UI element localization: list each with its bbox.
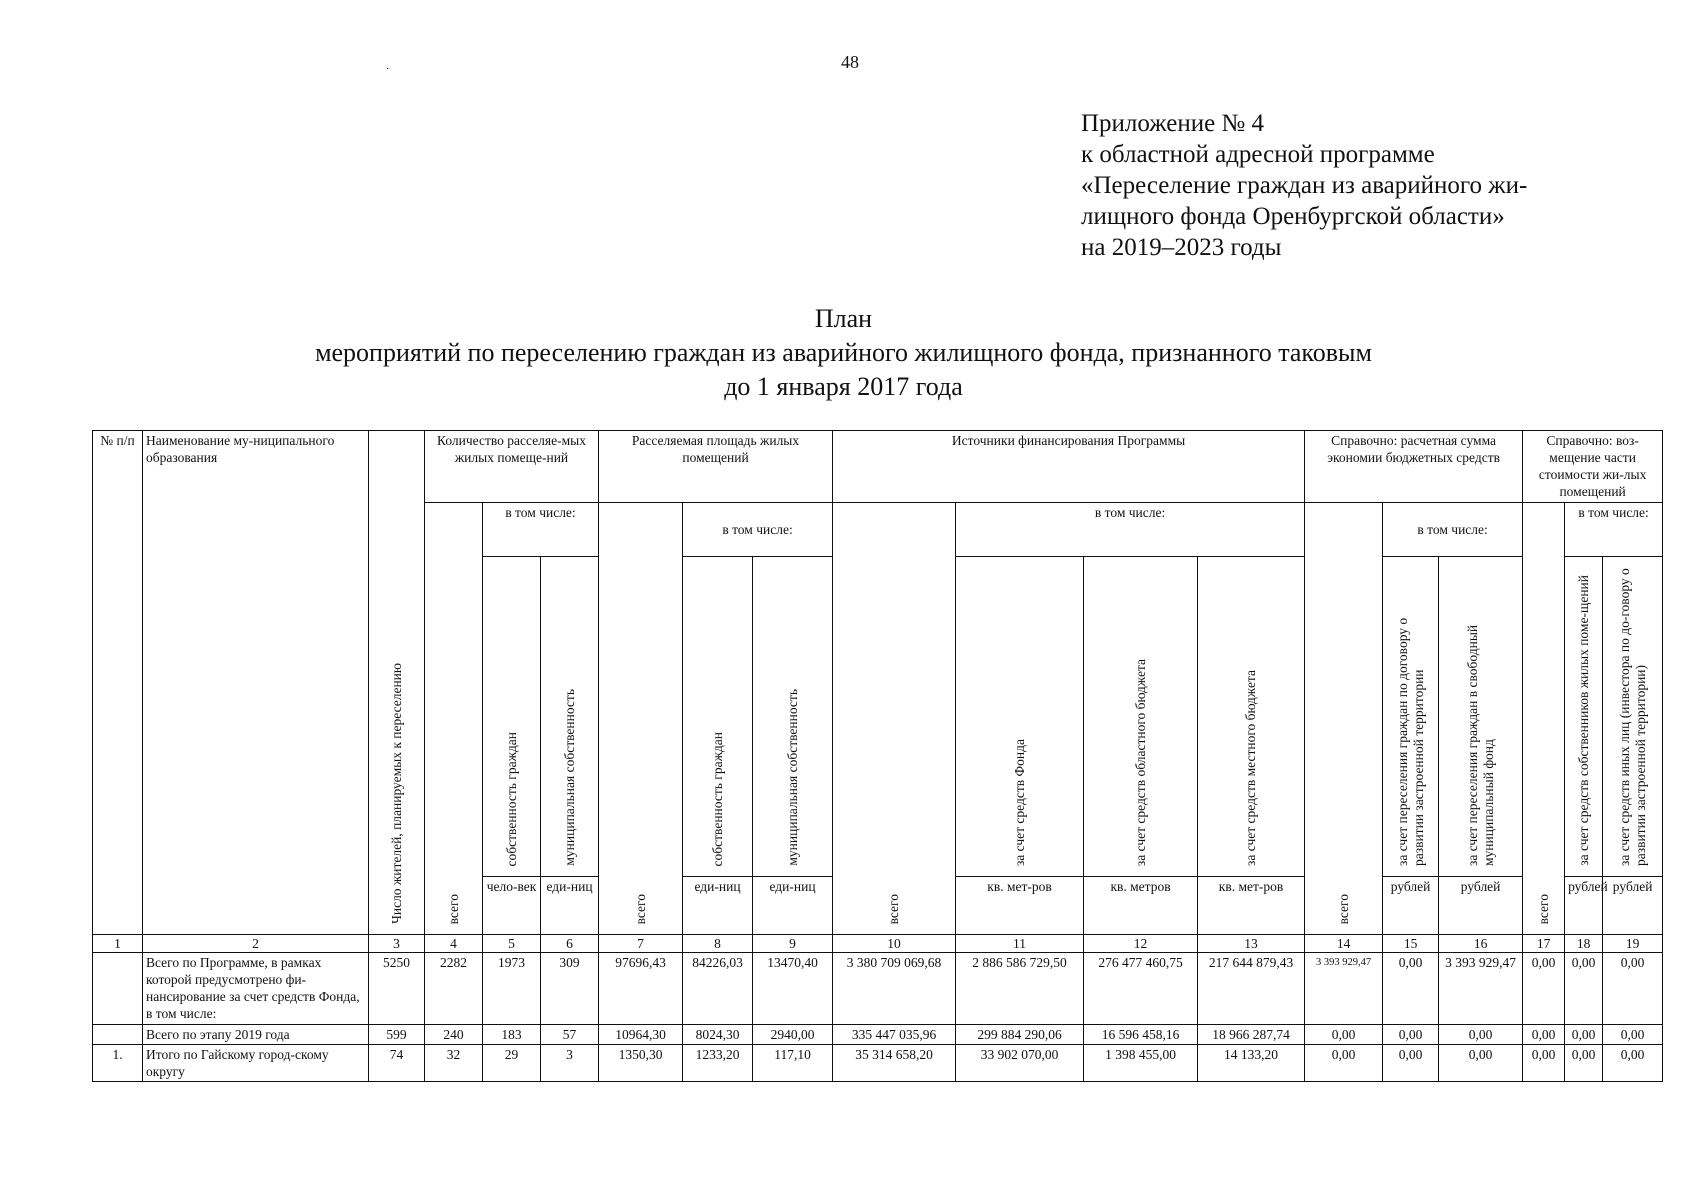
- row-num: [93, 1025, 143, 1045]
- header-finance-group: Источники финансирования Программы: [833, 431, 1305, 503]
- column-number: 8: [683, 935, 753, 953]
- cell: 1973: [483, 953, 541, 1025]
- header-text: за счет средств собственников жилых поме-щений: [1575, 575, 1591, 866]
- cell: 74: [369, 1045, 425, 1082]
- column-number: 17: [1523, 935, 1565, 953]
- cell: 0,00: [1565, 1025, 1603, 1045]
- column-number: 12: [1084, 935, 1198, 953]
- header-text: за счет средств областного бюджета: [1132, 658, 1148, 866]
- header-text: за счет средств местного бюджета: [1243, 670, 1259, 866]
- column-number: 13: [1198, 935, 1305, 953]
- row-name: Итого по Гайскому город-скому округу: [143, 1045, 369, 1082]
- unit-cell: рублей: [1565, 877, 1603, 935]
- column-number: 16: [1439, 935, 1523, 953]
- header-ref-incl: в том числе:: [1565, 503, 1663, 557]
- header-area-incl: в том числе:: [683, 503, 833, 557]
- column-number: 19: [1603, 935, 1663, 953]
- header-qty-total: [425, 503, 483, 935]
- header-text: за счет переселения граждан в свободный муниципальный фонд: [1464, 624, 1496, 866]
- column-number: 14: [1305, 935, 1383, 953]
- cell: 1 398 455,00: [1084, 1045, 1198, 1082]
- unit-cell: еди-ниц: [541, 877, 599, 935]
- cell: 5250: [369, 953, 425, 1025]
- cell: 1233,20: [683, 1045, 753, 1082]
- cell: 0,00: [1603, 1025, 1663, 1045]
- unit-cell: кв. мет-ров: [1198, 877, 1305, 935]
- cell: 0,00: [1305, 1025, 1383, 1045]
- header-text: за счет переселения граждан по договору о развитии застроенной территории: [1394, 617, 1426, 866]
- header-qty-incl: в том числе:: [483, 503, 599, 557]
- header-text: всего: [1535, 893, 1551, 924]
- appendix-line: лищного фонда Оренбургской области»: [1081, 203, 1505, 230]
- column-number: 3: [369, 935, 425, 953]
- column-number: 1: [93, 935, 143, 953]
- cell: 183: [483, 1025, 541, 1045]
- cell: 2282: [425, 953, 483, 1025]
- title-line: мероприятий по переселению граждан из аварийного жилищного фонда, признанного таковым: [315, 338, 1372, 367]
- cell: 16 596 458,16: [1084, 1025, 1198, 1045]
- header-row: [93, 431, 1663, 503]
- header-fin-total: [833, 503, 956, 935]
- cell: 0,00: [1523, 1025, 1565, 1045]
- header-sav-total: [1305, 503, 1383, 935]
- appendix-line: к областной адресной программе: [1081, 141, 1435, 168]
- header-savings-group: Справочно: расчетная сумма экономии бюджетных средств: [1305, 431, 1523, 503]
- cell: 0,00: [1523, 953, 1565, 1025]
- header-refund-group: Справочно: воз-мещение части стоимости жи-лых помещений: [1523, 431, 1663, 503]
- cell: 3 393 929,47: [1439, 953, 1523, 1025]
- plan-table: [92, 430, 1663, 1082]
- unit-cell: чело-век: [483, 877, 541, 935]
- row-num: [93, 953, 143, 1025]
- row-num: 1.: [93, 1045, 143, 1082]
- header-text: собственность граждан: [709, 731, 725, 866]
- page-number: 48: [841, 52, 859, 72]
- appendix-block: [1081, 108, 1641, 263]
- cell: 3: [541, 1045, 599, 1082]
- cell: 335 447 035,96: [833, 1025, 956, 1045]
- column-number: 7: [599, 935, 683, 953]
- header-name: Наименование му-ниципального образования: [143, 431, 369, 935]
- cell: 0,00: [1383, 1045, 1439, 1082]
- header-area-municipal: [753, 557, 833, 877]
- scan-speck: ·: [386, 64, 390, 75]
- appendix-line: «Переселение граждан из аварийного жи-: [1081, 172, 1528, 199]
- header-area-citizens: [683, 557, 753, 877]
- cell: 117,10: [753, 1045, 833, 1082]
- unit-cell: кв. метров: [1084, 877, 1198, 935]
- cell: 599: [369, 1025, 425, 1045]
- header-fin-incl: в том числе:: [956, 503, 1305, 557]
- unit-cell: кв. мет-ров: [956, 877, 1084, 935]
- header-qty-municipal: [541, 557, 599, 877]
- cell: 33 902 070,00: [956, 1045, 1084, 1082]
- table-row: [93, 1025, 1663, 1045]
- appendix-line: Приложение № 4: [1081, 110, 1265, 137]
- cell: 13470,40: [753, 953, 833, 1025]
- header-text: собственность граждан: [503, 731, 519, 866]
- appendix-line: на 2019–2023 годы: [1081, 234, 1282, 261]
- cell: 32: [425, 1045, 483, 1082]
- column-number: 6: [541, 935, 599, 953]
- table-row: [93, 953, 1663, 1025]
- cell: 0,00: [1565, 953, 1603, 1025]
- cell: 2940,00: [753, 1025, 833, 1045]
- cell: 0,00: [1603, 1045, 1663, 1082]
- cell: 84226,03: [683, 953, 753, 1025]
- title-line: до 1 января 2017 года: [724, 372, 963, 401]
- column-number: 5: [483, 935, 541, 953]
- cell: 18 966 287,74: [1198, 1025, 1305, 1045]
- cell: 0,00: [1439, 1025, 1523, 1045]
- cell: 217 644 879,43: [1198, 953, 1305, 1025]
- cell: 309: [541, 953, 599, 1025]
- cell: 0,00: [1523, 1045, 1565, 1082]
- column-number: 18: [1565, 935, 1603, 953]
- column-number: 2: [143, 935, 369, 953]
- cell: 57: [541, 1025, 599, 1045]
- cell: 29: [483, 1045, 541, 1082]
- column-number: 4: [425, 935, 483, 953]
- header-num: № п/п: [93, 431, 143, 935]
- header-text: муниципальная собственность: [784, 689, 800, 866]
- cell: 3 380 709 069,68: [833, 953, 956, 1025]
- title-line: План: [814, 304, 873, 333]
- header-owners: [1565, 557, 1603, 877]
- header-text: всего: [886, 893, 902, 924]
- column-number: 10: [833, 935, 956, 953]
- column-number: 11: [956, 935, 1084, 953]
- header-other: [1603, 557, 1663, 877]
- header-resettle-contract: [1383, 557, 1439, 877]
- unit-cell: рублей: [1383, 877, 1439, 935]
- unit-cell: рублей: [1603, 877, 1663, 935]
- document-title: [300, 302, 1387, 404]
- cell: 0,00: [1383, 953, 1439, 1025]
- header-text: всего: [632, 893, 648, 924]
- header-ref-total: [1523, 503, 1565, 935]
- column-number: 9: [753, 935, 833, 953]
- cell: 240: [425, 1025, 483, 1045]
- cell: 0,00: [1439, 1045, 1523, 1082]
- cell: 0,00: [1383, 1025, 1439, 1045]
- header-text: всего: [1335, 893, 1351, 924]
- cell: 8024,30: [683, 1025, 753, 1045]
- cell: 0,00: [1603, 953, 1663, 1025]
- unit-cell: еди-ниц: [753, 877, 833, 935]
- cell: 97696,43: [599, 953, 683, 1025]
- cell: 0,00: [1565, 1045, 1603, 1082]
- unit-cell: рублей: [1439, 877, 1523, 935]
- cell: 1350,30: [599, 1045, 683, 1082]
- cell: 2 886 586 729,50: [956, 953, 1084, 1025]
- header-qty-group: Количество расселяе-мых жилых помеще-ний: [425, 431, 599, 503]
- header-qty-citizens: [483, 557, 541, 877]
- header-area-total: [599, 503, 683, 935]
- header-fund: [956, 557, 1084, 877]
- header-area-group: Расселяемая площадь жилых помещений: [599, 431, 833, 503]
- table-row: [93, 1045, 1663, 1082]
- cell: 3 393 929,47: [1305, 953, 1383, 1025]
- cell: 299 884 290,06: [956, 1025, 1084, 1045]
- cell: 10964,30: [599, 1025, 683, 1045]
- cell: 0,00: [1305, 1045, 1383, 1082]
- header-text: за счет средств иных лиц (инвестора по до-говору о развитии застроенной территории): [1616, 568, 1648, 866]
- header-text: муниципальная собственность: [561, 689, 577, 866]
- header-local: [1198, 557, 1305, 877]
- header-text: всего: [445, 893, 461, 924]
- row-name: Всего по этапу 2019 года: [143, 1025, 369, 1045]
- column-number: 15: [1383, 935, 1439, 953]
- header-residents: [369, 431, 425, 935]
- cell: 35 314 658,20: [833, 1045, 956, 1082]
- header-regional: [1084, 557, 1198, 877]
- header-residents-text: Число жителей, планируемых к переселению: [388, 663, 404, 924]
- cell: 276 477 460,75: [1084, 953, 1198, 1025]
- cell: 14 133,20: [1198, 1045, 1305, 1082]
- header-resettle-free: [1439, 557, 1523, 877]
- header-sav-incl: в том числе:: [1383, 503, 1523, 557]
- unit-cell: еди-ниц: [683, 877, 753, 935]
- row-name: Всего по Программе, в рамках которой предусмотрено фи-нансирование за счет средств Фонда, в том числе:: [143, 953, 369, 1025]
- column-numbers-row: [93, 935, 1663, 953]
- header-text: за счет средств Фонда: [1011, 738, 1027, 866]
